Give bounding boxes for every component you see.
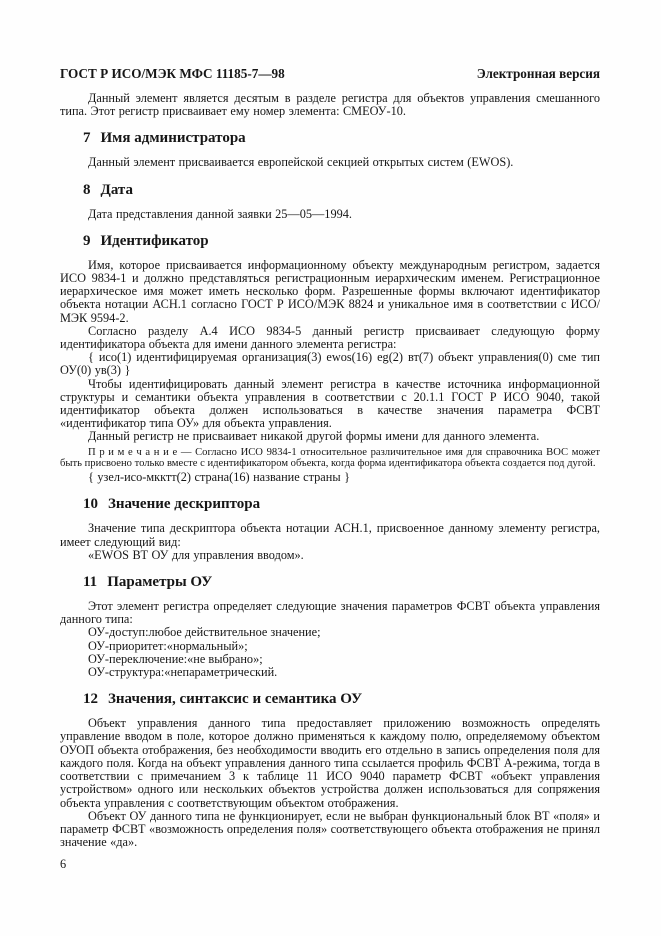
section-number: 12 bbox=[83, 691, 98, 708]
section12-paragraph-2: Объект ОУ данного типа не функционирует, если не выбран функциональный блок ВТ «поля» и параметр ФСВТ «возможность определения поля» соответствующего объекта отображения не принял значение «да». bbox=[60, 808, 600, 850]
section-heading-7 bbox=[83, 130, 600, 146]
section-heading-11 bbox=[83, 574, 600, 590]
section-number: 9 bbox=[83, 232, 91, 249]
section9-paragraph-2: Согласно разделу А.4 ИСО 9834-5 данный регистр присваивает следующую форму идентификатора объекта для имени данного элемента регистра: bbox=[60, 323, 600, 352]
section-heading-10 bbox=[83, 496, 600, 512]
descriptor-value-line: «EWOS ВТ ОУ для управления вводом». bbox=[88, 547, 304, 562]
page-number: 6 bbox=[60, 857, 67, 872]
parameter-line: ОУ-доступ:любое действительное значение; bbox=[88, 625, 321, 640]
section-number: 10 bbox=[83, 496, 98, 513]
document-code: ГОСТ Р ИСО/МЭК МФС 11185-7—98 bbox=[60, 66, 285, 81]
section7-paragraph: Данный элемент присваивается европейской секцией открытых систем (EWOS). bbox=[88, 155, 514, 170]
object-identifier-line-2: { узел-исо-мкктт(2) страна(16) название страны } bbox=[88, 470, 350, 485]
section9-paragraph-1: Имя, которое присваивается информационному объекту международным регистром, задается ИСО 9834-1 и должно представляться регистрационным иерархическим именем. Регистрационное иерархическое имя может иметь несколько форм. Разрешенные формы включают идентификатор объекта нотации АСН.1 согласно ГОСТ Р ИСО/МЭК 8824 и уникальное имя в соответствии с ИСО/МЭК 9594-2. bbox=[60, 257, 600, 325]
page-header bbox=[60, 66, 600, 81]
section-title: Значение дескриптора bbox=[108, 496, 261, 513]
parameter-line: ОУ-структура:«непараметрический. bbox=[88, 665, 278, 680]
section-number: 7 bbox=[83, 130, 91, 147]
section-number: 11 bbox=[83, 574, 98, 591]
section-number: 8 bbox=[83, 181, 91, 198]
section11-paragraph: Этот элемент регистра определяет следующие значения параметров ФСВТ объекта управления данного типа: bbox=[60, 599, 600, 627]
object-identifier-line: { исо(1) идентифицируемая организация(3) ewos(16) eg(2) вт(7) объект управления(0) сме тип ОУ(0) ув(3) } bbox=[60, 350, 600, 378]
intro-paragraph: Данный элемент является десятым в разделе регистра для объектов управления смешанного типа. Этот регистр присваивает ему номер элемента: СМЕОУ-10. bbox=[60, 91, 600, 119]
section12-paragraph-1: Объект управления данного типа предоставляет приложению возможность определять управление вводом в поле, которое должно применяться к каждому полю, определяемому объектом ОУОП объекта отображения, без необходимости вводить его отдельно в запись определения поля для каждого поля. Когда на объект управления данного типа ссылается профиль ФСВТ А-режима, тогда в соответствии с примечанием 3 к таблице 11 ИСО 9040 параметр ФСВТ «объект управления устройством» одного или нескольких объектов устройства должен использоваться для сопряжения объекта управления с соответствующим объектом отображения. bbox=[60, 716, 600, 810]
section-title: Идентификатор bbox=[100, 232, 209, 249]
parameter-line: ОУ-переключение:«не выбрано»; bbox=[88, 651, 263, 666]
section10-paragraph: Значение типа дескриптора объекта нотации АСН.1, присвоенное данному элементу регистра, имеет следующий вид: bbox=[60, 521, 600, 549]
section9-paragraph-3: Чтобы идентифицировать данный элемент регистра в качестве источника информационной структуры и семантики объекта управления в соответствии с 20.1.1 ГОСТ Р ИСО 9040, такой идентификатор объекта должен использоваться в качестве значения параметра ФСВТ «идентификатор типа ОУ» для объекта управления. bbox=[60, 376, 600, 431]
section-title: Значения, синтаксис и семантика ОУ bbox=[108, 691, 363, 708]
section-heading-8 bbox=[83, 182, 600, 198]
section8-paragraph: Дата представления данной заявки 25—05—1994. bbox=[88, 206, 352, 221]
section-title: Дата bbox=[100, 181, 133, 198]
section-heading-12 bbox=[83, 691, 600, 707]
section-heading-9 bbox=[83, 233, 600, 249]
section9-paragraph-4: Данный регистр не присваивает никакой другой формы имени для данного элемента. bbox=[88, 429, 540, 444]
section-title: Параметры ОУ bbox=[107, 574, 213, 591]
parameter-line: ОУ-приоритет:«нормальный»; bbox=[88, 638, 248, 653]
note-paragraph: П р и м е ч а н и е — Согласно ИСО 9834-1 относительное различительное имя для справочника ВОС может быть присвоено только вместе с идентификатором объекта, когда форма идентификатора объекта создается под дугой. bbox=[60, 446, 600, 469]
edition-label: Электронная версия bbox=[476, 66, 600, 81]
section-title: Имя администратора bbox=[100, 130, 246, 147]
